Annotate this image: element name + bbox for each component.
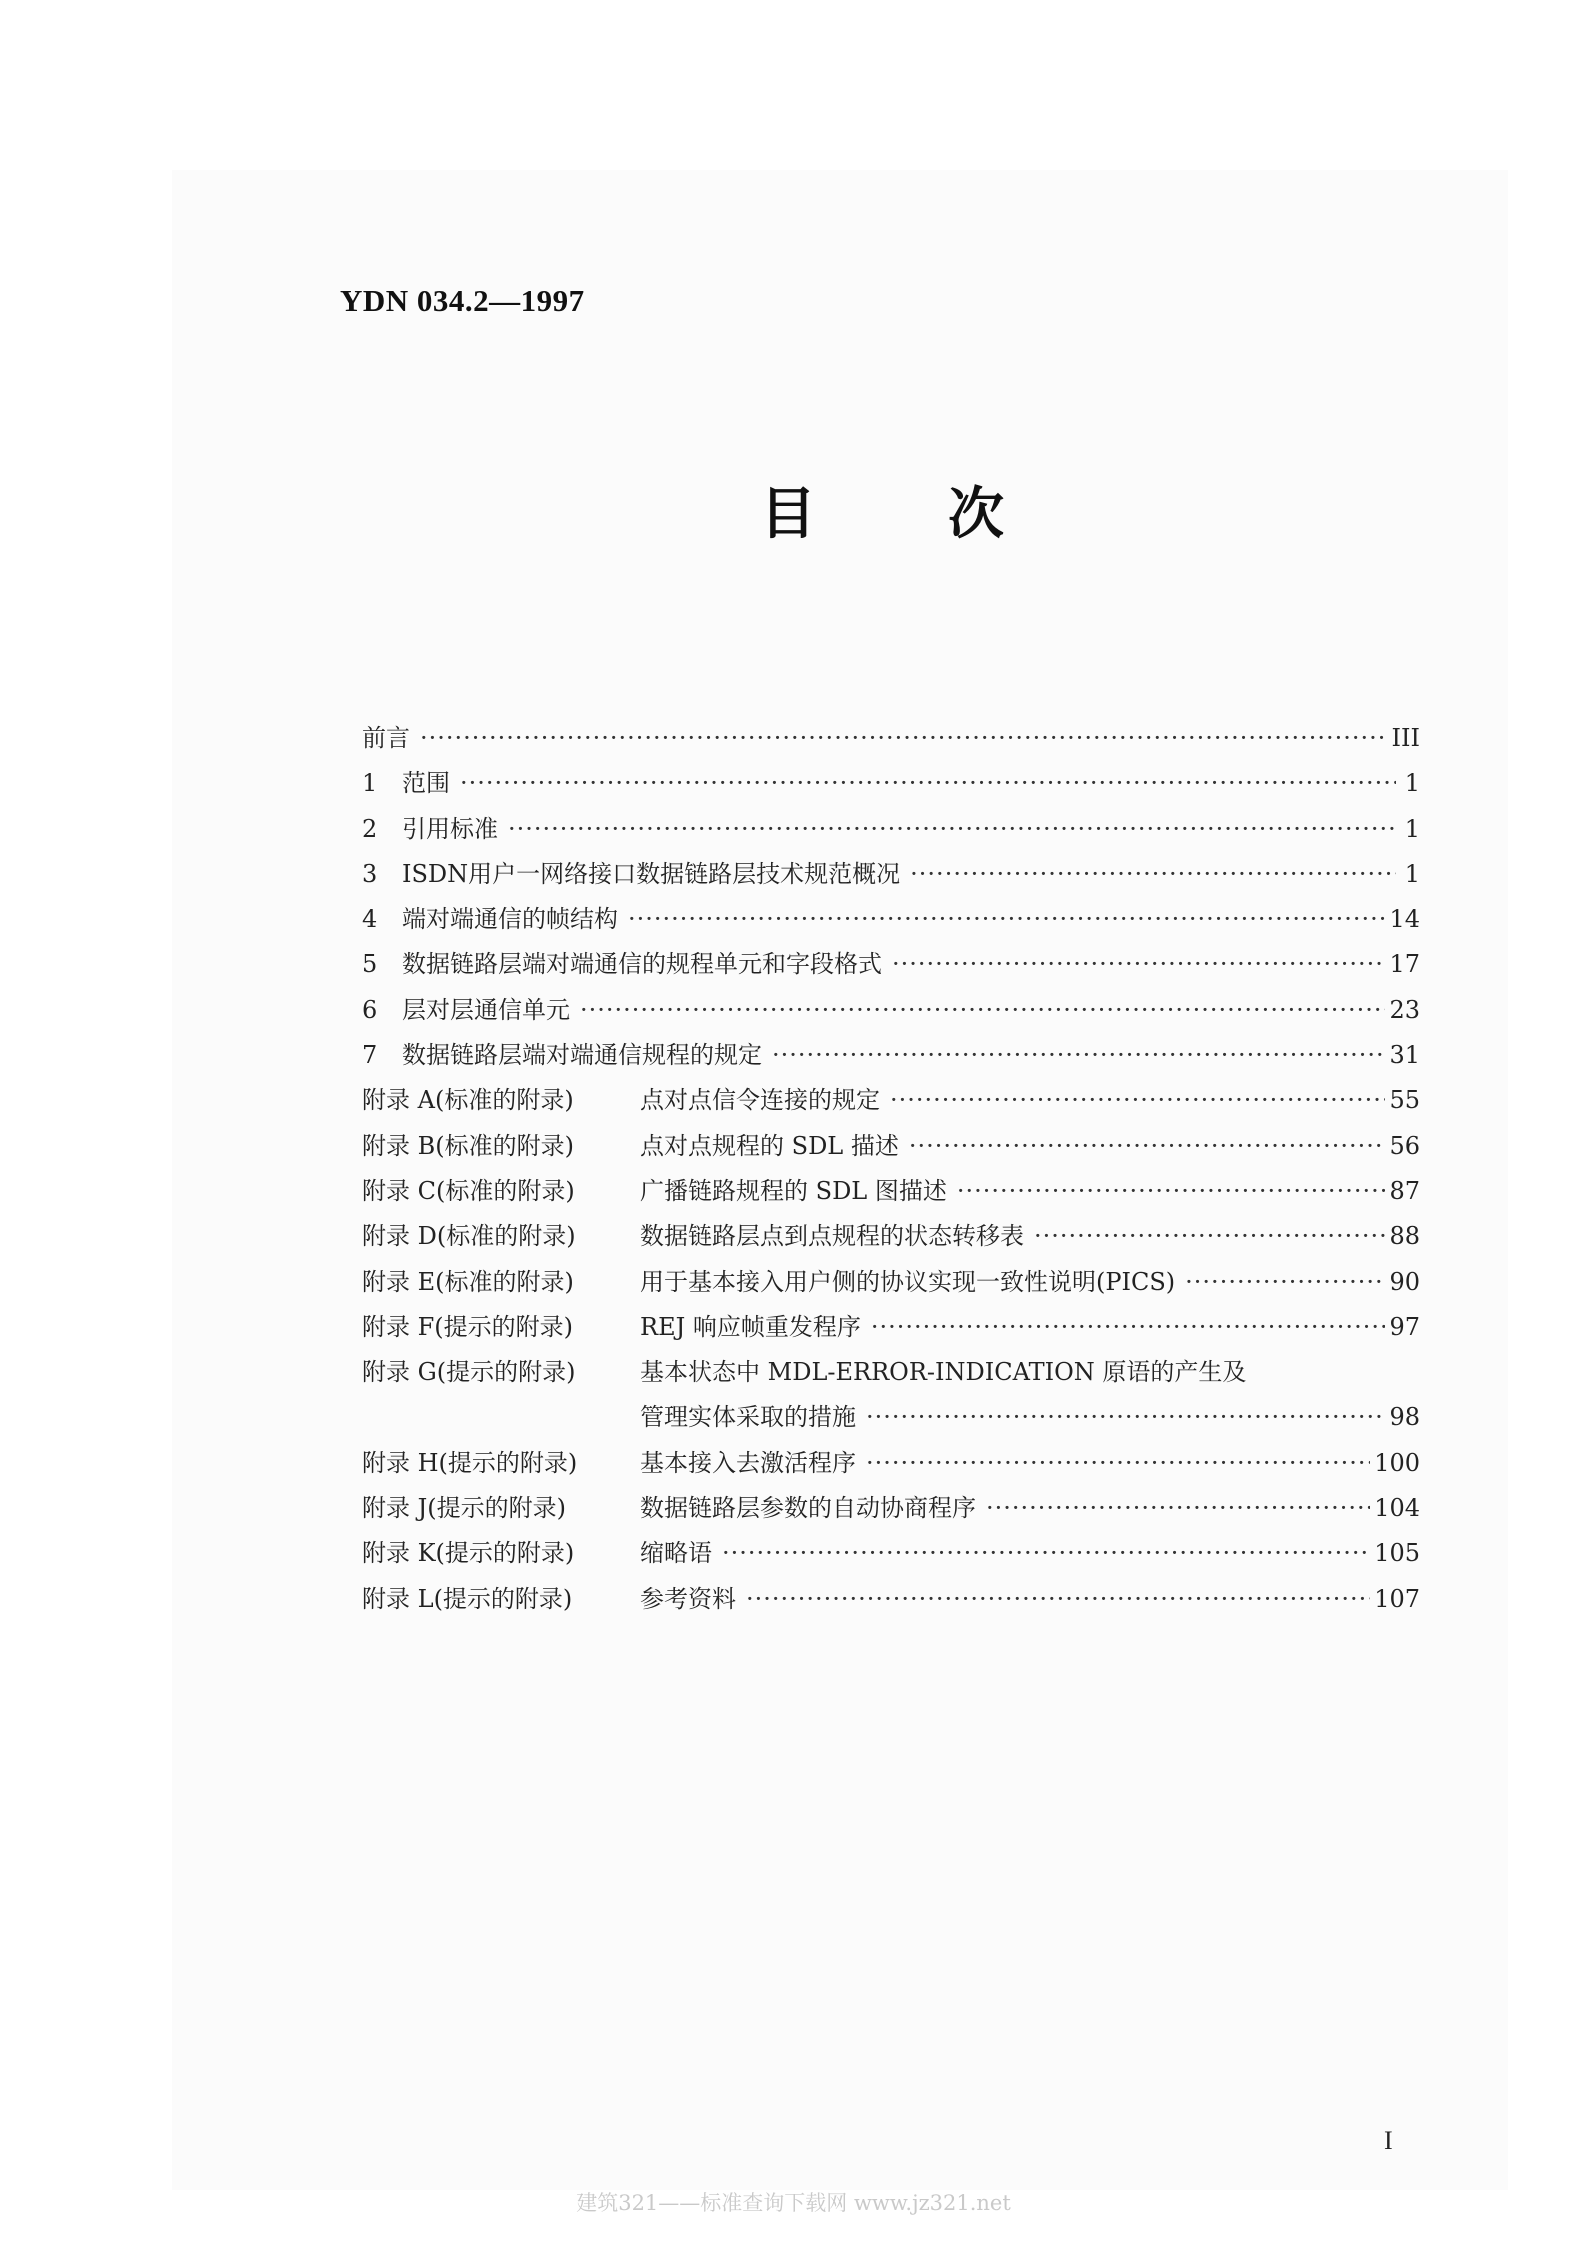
- toc-entry-page: 87: [1389, 1176, 1420, 1205]
- toc-entry[interactable]: [362, 1214, 1420, 1259]
- toc-entry-label: 端对端通信的帧结构: [402, 905, 618, 934]
- toc-entry-label: 数据链路层端对端通信的规程单元和字段格式: [402, 950, 882, 979]
- toc-appendix-prefix: 附录 J(提示的附录): [362, 1494, 566, 1523]
- toc-entry-label: 点对点规程的 SDL 描述: [640, 1131, 899, 1160]
- toc-entry-label: 数据链路层参数的自动协商程序: [640, 1494, 976, 1523]
- toc-entry[interactable]: [362, 1577, 1420, 1622]
- toc-entry-page: 1: [1404, 859, 1420, 888]
- toc-entry[interactable]: [362, 1486, 1420, 1531]
- toc-entry-page: 56: [1389, 1131, 1420, 1160]
- toc-entry[interactable]: [362, 1124, 1420, 1169]
- toc-entry[interactable]: [362, 1078, 1420, 1123]
- toc-entry-number: 2: [362, 814, 378, 843]
- toc-appendix-prefix: 附录 F(提示的附录): [362, 1312, 574, 1341]
- toc-entry-label: 缩略语: [640, 1539, 712, 1568]
- toc-entry-label: 基本状态中 MDL-ERROR-INDICATION 原语的产生及: [640, 1358, 1247, 1387]
- toc-entry-page: 107: [1374, 1584, 1420, 1613]
- toc-appendix-prefix: 附录 D(标准的附录): [362, 1222, 576, 1251]
- toc-entry-label: 基本接入去激活程序: [640, 1448, 856, 1477]
- toc-leader-dots: [460, 761, 1396, 806]
- toc-entry-page: 31: [1389, 1041, 1420, 1070]
- toc-leader-dots: [957, 1169, 1386, 1214]
- toc-entry-page: 98: [1389, 1403, 1420, 1432]
- toc-entry-label: ISDN用户一网络接口数据链路层技术规范概况: [402, 859, 901, 888]
- toc-entry-number: 1: [362, 769, 378, 798]
- toc-appendix-prefix: 附录 L(提示的附录): [362, 1584, 573, 1613]
- toc-leader-dots: [890, 1078, 1385, 1123]
- toc-entry-label: 管理实体采取的措施: [640, 1403, 856, 1432]
- toc-entry[interactable]: [362, 1350, 1420, 1395]
- toc-leader-dots: [909, 1124, 1386, 1169]
- toc-appendix-prefix: 附录 G(提示的附录): [362, 1358, 576, 1387]
- toc-entry-label: 广播链路规程的 SDL 图描述: [640, 1176, 947, 1205]
- toc-entry[interactable]: [362, 1305, 1420, 1350]
- toc-entry-page: 90: [1389, 1267, 1420, 1296]
- toc-entry[interactable]: [362, 716, 1420, 761]
- toc-entry-label: 前言: [362, 724, 410, 752]
- toc-leader-dots: [580, 988, 1385, 1033]
- toc-entry-number: 7: [362, 1041, 378, 1070]
- toc-entry-page: 1: [1404, 769, 1420, 798]
- standard-code: YDN 034.2—1997: [340, 283, 585, 318]
- toc-entry-page: 23: [1389, 995, 1420, 1024]
- toc-entry-page: 97: [1389, 1312, 1420, 1341]
- toc-entry-number: 4: [362, 905, 378, 934]
- toc-entry-page: 55: [1389, 1086, 1420, 1115]
- toc-entry-label: 数据链路层端对端通信规程的规定: [402, 1041, 762, 1070]
- toc-entry[interactable]: [362, 897, 1420, 942]
- toc-entry-label: 用于基本接入用户侧的协议实现一致性说明(PICS): [640, 1267, 1176, 1296]
- toc-entry-page: 14: [1389, 905, 1420, 934]
- toc-leader-dots: [508, 807, 1396, 852]
- toc-leader-dots: [866, 1395, 1385, 1440]
- title-char-2: 次: [948, 482, 1004, 547]
- page-title: [760, 470, 1004, 550]
- toc-leader-dots: [1034, 1214, 1385, 1259]
- toc-leader-dots: [866, 1441, 1370, 1486]
- toc-entry-page: 17: [1389, 950, 1420, 979]
- toc-entry[interactable]: [362, 1169, 1420, 1214]
- toc-entry[interactable]: [362, 761, 1420, 806]
- toc-entry[interactable]: [362, 1260, 1420, 1305]
- toc-leader-dots: [871, 1305, 1386, 1350]
- toc-entry[interactable]: [362, 1531, 1420, 1576]
- table-of-contents: [362, 716, 1420, 1622]
- toc-entry-page: 100: [1374, 1448, 1420, 1477]
- toc-entry[interactable]: [362, 852, 1420, 897]
- toc-entry-label: 数据链路层点到点规程的状态转移表: [640, 1222, 1024, 1251]
- watermark-footer: 建筑321——标准查询下载网 www.jz321.net: [576, 2191, 1011, 2215]
- toc-appendix-prefix: 附录 A(标准的附录): [362, 1086, 574, 1115]
- toc-entry-label: 点对点信令连接的规定: [640, 1086, 880, 1115]
- toc-entry-continuation[interactable]: [362, 1395, 1420, 1440]
- toc-leader-dots: [772, 1033, 1385, 1078]
- toc-leader-dots: [910, 852, 1396, 897]
- toc-leader-dots: [1185, 1260, 1385, 1305]
- toc-entry-label: 范围: [402, 769, 450, 798]
- toc-leader-dots: [722, 1531, 1370, 1576]
- toc-entry-page: 88: [1389, 1222, 1420, 1251]
- toc-leader-dots: [986, 1486, 1370, 1531]
- toc-entry[interactable]: [362, 942, 1420, 987]
- toc-leader-dots: [420, 716, 1388, 761]
- toc-leader-dots: [628, 897, 1385, 942]
- toc-entry-label: 引用标准: [402, 814, 498, 843]
- toc-leader-dots: [746, 1577, 1370, 1622]
- toc-entry-number: 6: [362, 995, 378, 1024]
- toc-entry[interactable]: [362, 1033, 1420, 1078]
- toc-entry-label: 参考资料: [640, 1584, 736, 1613]
- toc-appendix-prefix: 附录 H(提示的附录): [362, 1448, 578, 1477]
- page-number: I: [1384, 2126, 1393, 2155]
- toc-appendix-prefix: 附录 B(标准的附录): [362, 1131, 574, 1160]
- toc-entry-label: 层对层通信单元: [402, 995, 570, 1024]
- toc-appendix-prefix: 附录 E(标准的附录): [362, 1267, 574, 1296]
- toc-entry[interactable]: [362, 988, 1420, 1033]
- toc-entry-page: 105: [1374, 1539, 1420, 1568]
- toc-leader-dots: [892, 942, 1385, 987]
- toc-appendix-prefix: 附录 C(标准的附录): [362, 1176, 575, 1205]
- toc-entry-page: III: [1391, 724, 1420, 752]
- toc-entry-number: 3: [362, 859, 378, 888]
- toc-entry-label: REJ 响应帧重发程序: [640, 1312, 861, 1341]
- toc-entry[interactable]: [362, 1441, 1420, 1486]
- toc-entry-number: 5: [362, 950, 378, 979]
- toc-appendix-prefix: 附录 K(提示的附录): [362, 1539, 575, 1568]
- title-char-1: 目: [760, 482, 816, 547]
- toc-entry-page: 104: [1374, 1494, 1420, 1523]
- toc-entry-page: 1: [1404, 814, 1420, 843]
- toc-entry[interactable]: [362, 807, 1420, 852]
